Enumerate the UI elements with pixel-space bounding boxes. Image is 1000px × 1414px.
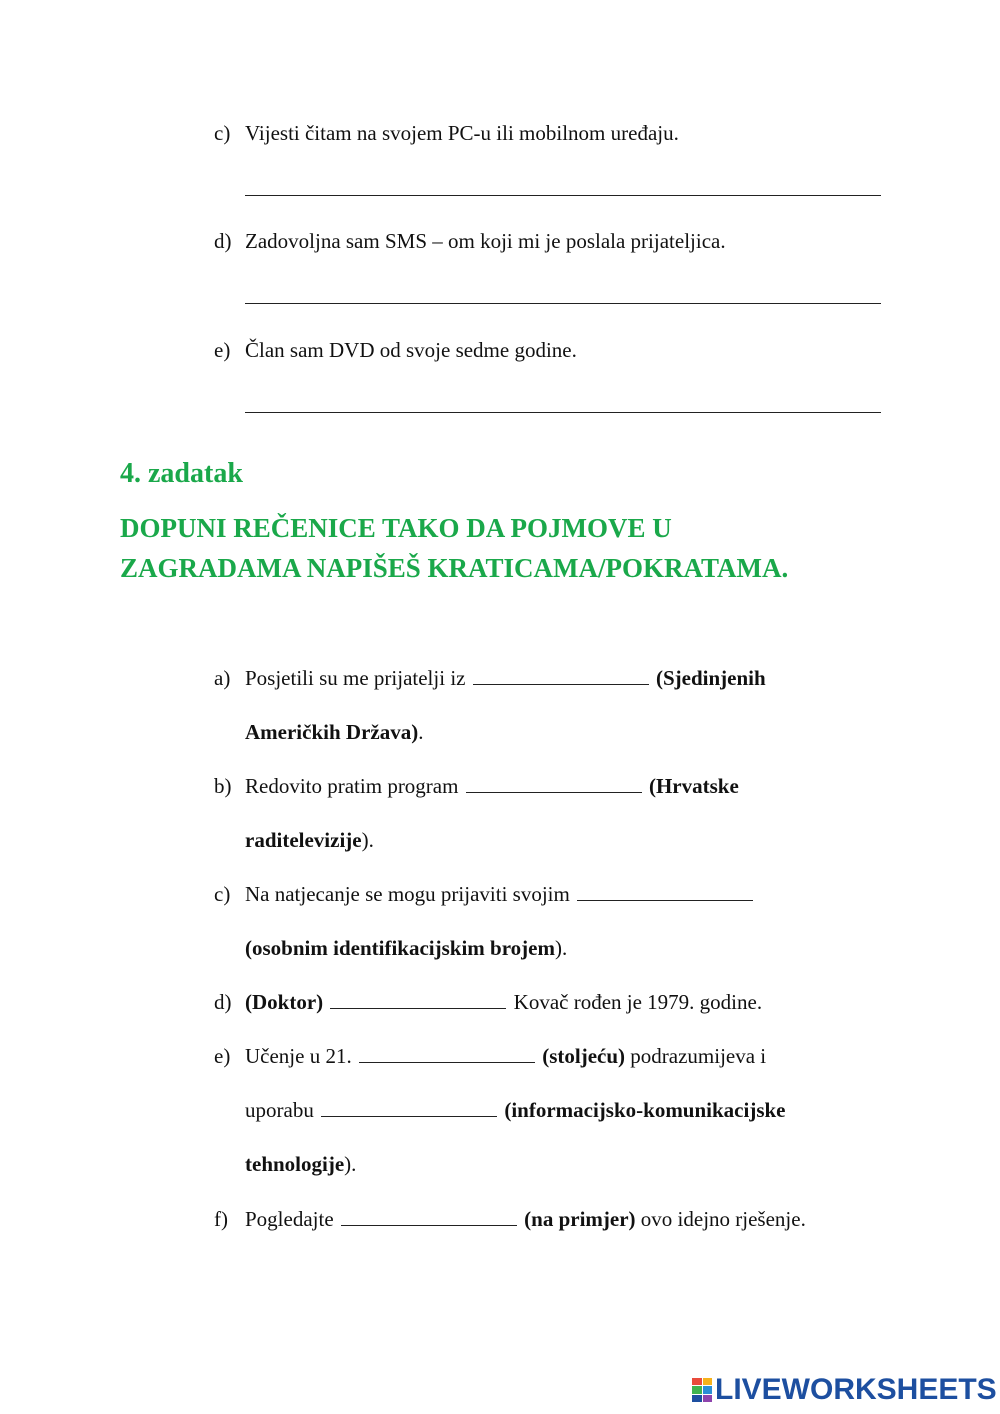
item-letter: d) — [214, 229, 232, 253]
sentence-e-line-2: uporabu (informacijsko-komunikacijske — [245, 1098, 786, 1122]
sentence-e-line-1: Učenje u 21. (stoljeću) podrazumijeva i — [245, 1044, 767, 1068]
sentence-c-line-2: (osobnim identifikacijskim brojem). — [245, 936, 568, 960]
item-letter: d) — [214, 990, 232, 1014]
sentence-e-line-3: tehnologije). — [245, 1152, 357, 1176]
sentence-d-line-1: (Doktor) Kovač rođen je 1979. godine. — [245, 990, 763, 1014]
sentence-a-line-2: Američkih Država). — [245, 720, 424, 744]
task-title: 4. zadatak — [120, 458, 243, 489]
answer-line-d[interactable] — [245, 303, 881, 304]
blank-e-1[interactable] — [359, 1044, 535, 1063]
instruction-line-1: DOPUNI REČENICE TAKO DA POJMOVE U — [120, 513, 672, 543]
sentence-a-line-1: Posjetili su me prijatelji iz (Sjedinjenih — [245, 666, 766, 690]
blank-d[interactable] — [330, 990, 506, 1009]
sentence-e: Član sam DVD od svoje sedme godine. — [245, 338, 577, 362]
blank-a[interactable] — [473, 666, 649, 685]
blank-e-2[interactable] — [321, 1098, 497, 1117]
liveworksheets-logo — [692, 1375, 997, 1405]
task-instruction — [120, 508, 788, 588]
answer-line-e[interactable] — [245, 412, 881, 413]
logo-grid-icon — [692, 1378, 712, 1402]
sentence-c-line-1: Na natjecanje se mogu prijaviti svojim — [245, 882, 755, 907]
sentence-d: Zadovoljna sam SMS – om koji mi je poslala prijateljica. — [245, 229, 726, 253]
item-letter: b) — [214, 774, 232, 798]
blank-b[interactable] — [466, 774, 642, 793]
item-letter: c) — [214, 121, 231, 145]
sentence-f-line-1: Pogledajte (na primjer) ovo idejno rješenje. — [245, 1207, 806, 1231]
answer-line-c[interactable] — [245, 195, 881, 196]
instruction-line-2: ZAGRADAMA NAPIŠEŠ KRATICAMA/POKRATAMA. — [120, 553, 789, 583]
item-letter: a) — [214, 666, 231, 690]
logo-text: LIVEWORKSHEETS — [715, 1373, 997, 1406]
item-letter: e) — [214, 338, 231, 362]
sentence-b-line-2: raditelevizije). — [245, 828, 374, 852]
blank-f[interactable] — [341, 1207, 517, 1226]
item-letter: e) — [214, 1044, 231, 1068]
item-letter: c) — [214, 882, 231, 906]
sentence-b-line-1: Redovito pratim program (Hrvatske — [245, 774, 739, 798]
blank-c[interactable] — [577, 882, 753, 901]
item-letter: f) — [214, 1207, 228, 1231]
sentence-c: Vijesti čitam na svojem PC-u ili mobilnom uređaju. — [245, 121, 679, 145]
